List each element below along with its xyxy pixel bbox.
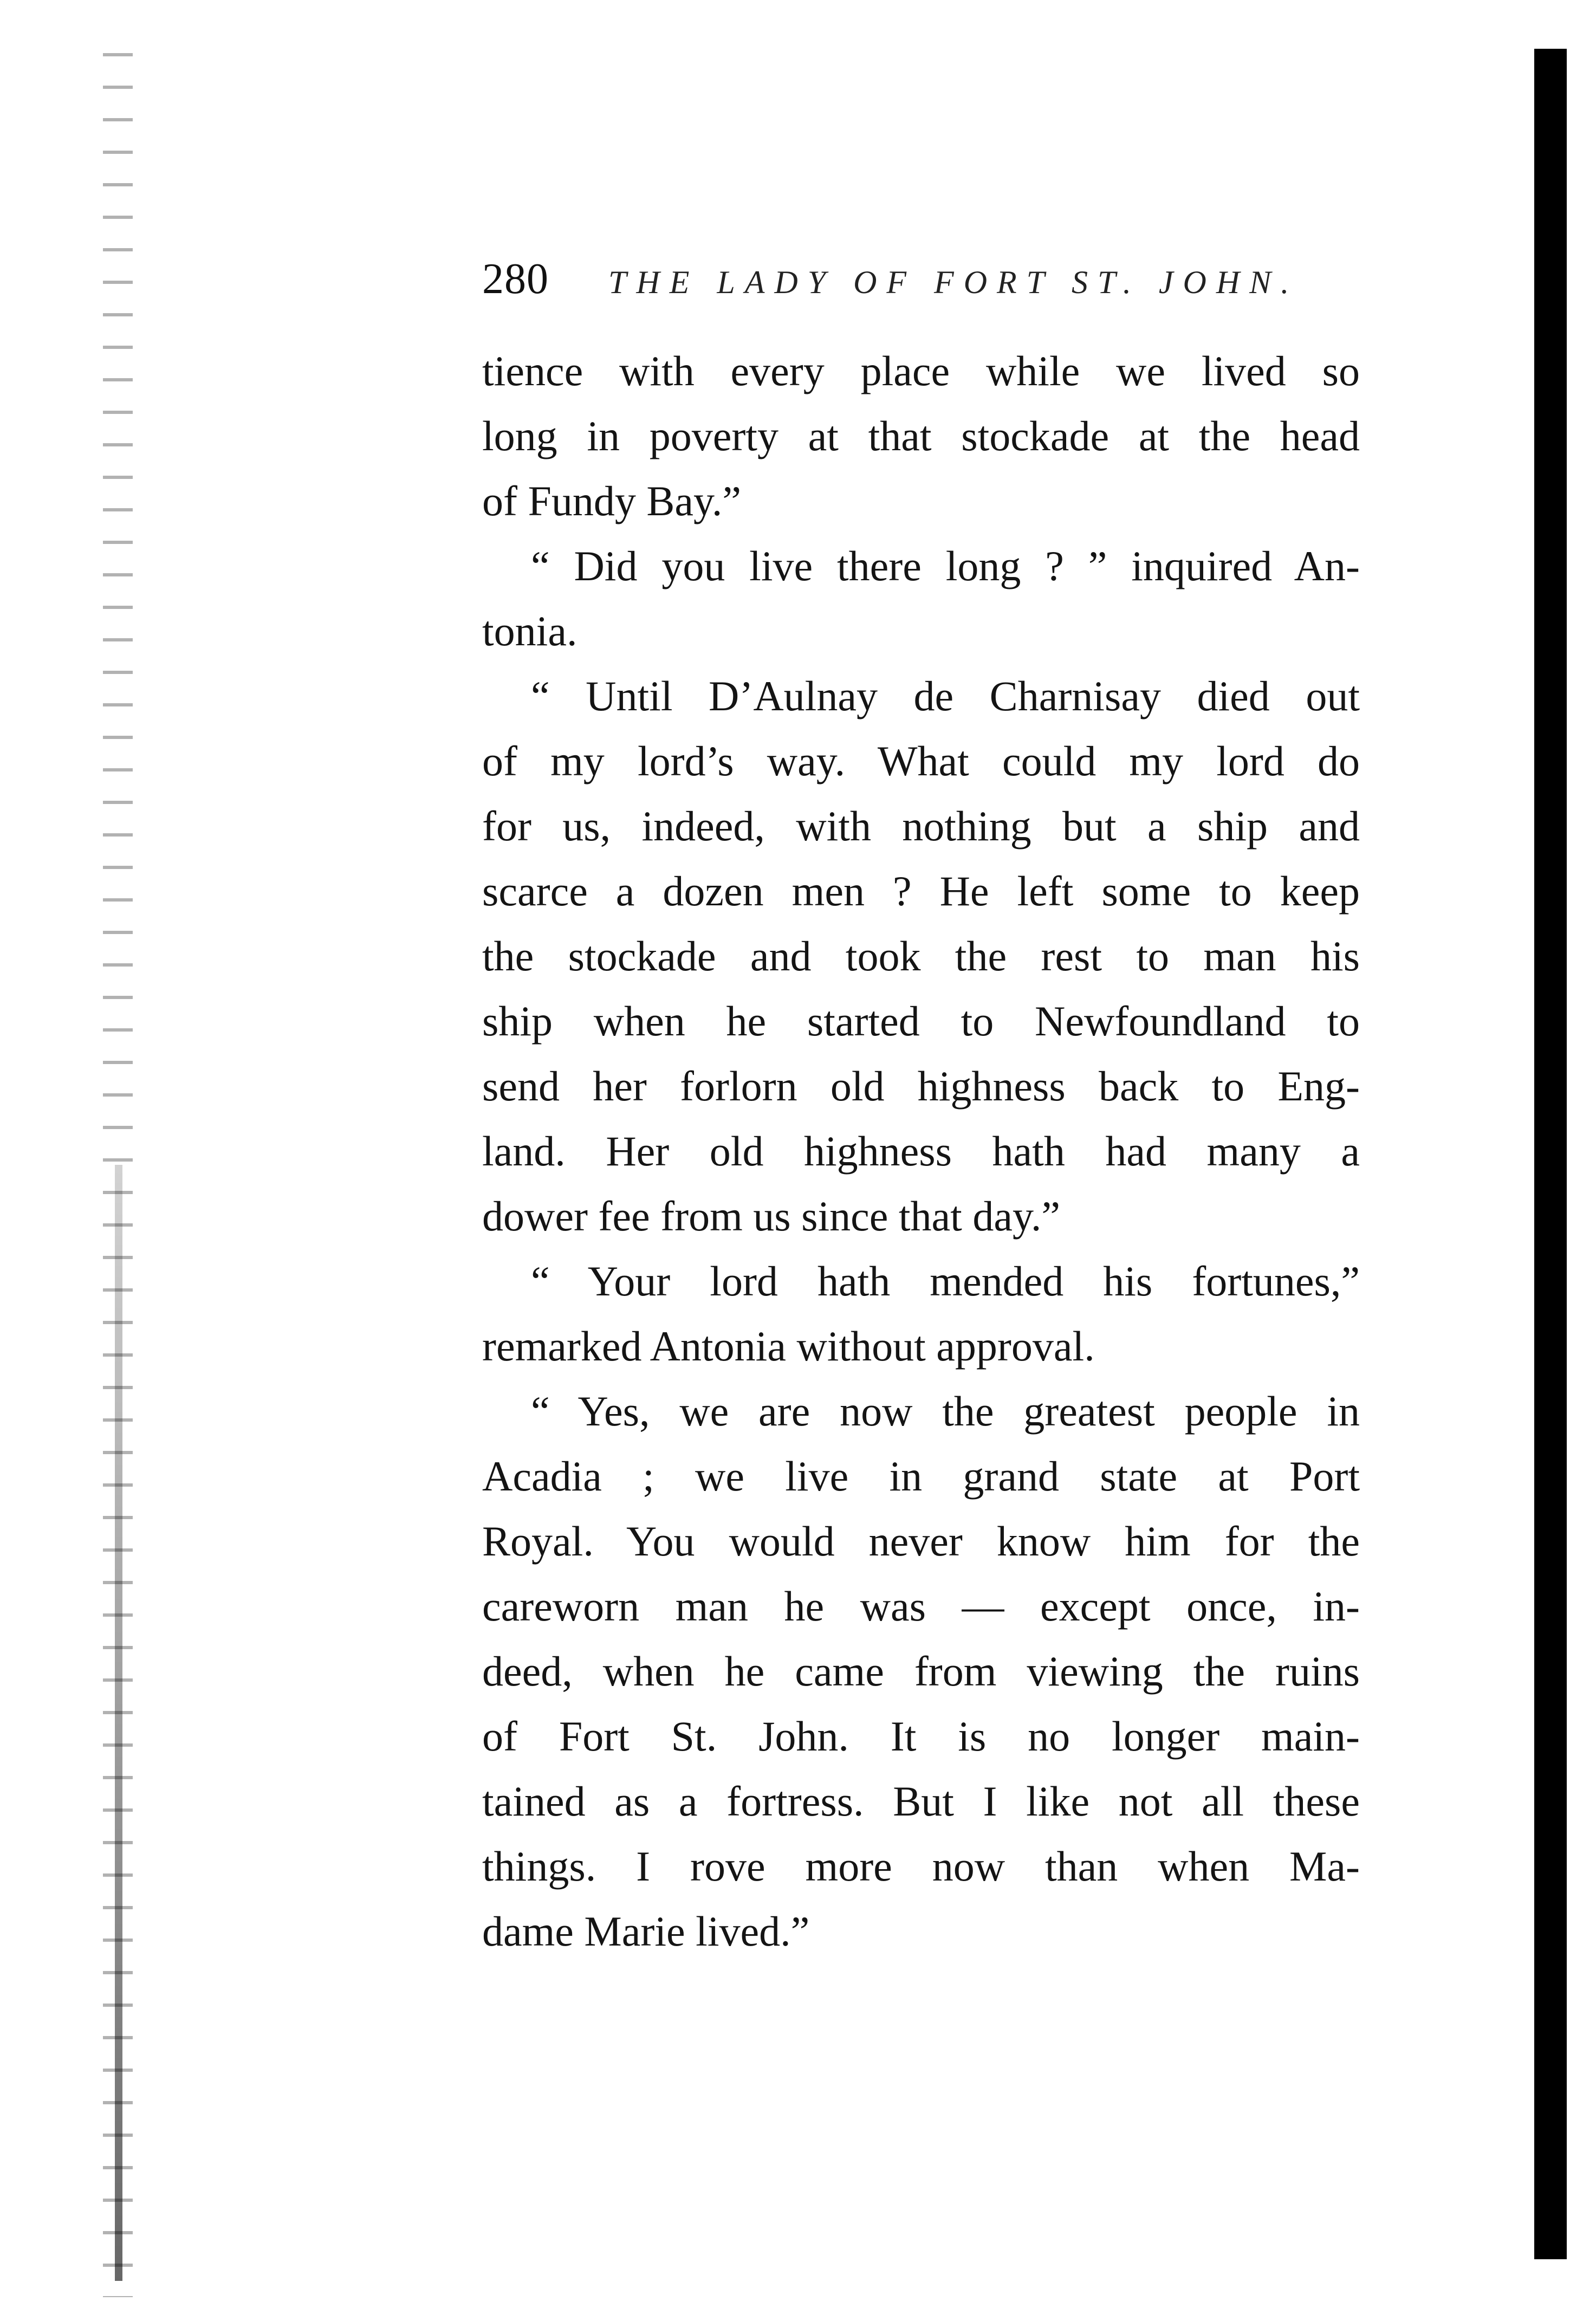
text-line: Acadia ; we live in grand state at Port <box>482 1453 1360 1500</box>
text-line: dower fee from us since that day.” <box>482 1192 1061 1240</box>
scan-edge-bar <box>1534 49 1567 2259</box>
running-title: THE LADY OF FORT ST. JOHN. <box>608 264 1299 300</box>
text-line: dame Marie lived.” <box>482 1908 810 1955</box>
text-line: deed, when he came from viewing the ruins <box>482 1648 1360 1695</box>
text-line: of Fort St. John. It is no longer main- <box>482 1713 1360 1760</box>
text-line: things. I rove more now than when Ma- <box>482 1843 1360 1890</box>
text-line: “ Until D’Aulnay de Charnisay died out <box>531 672 1360 719</box>
binding-edge-gutter <box>115 1165 122 2281</box>
text-line: tained as a fortress. But I like not all these <box>482 1778 1360 1825</box>
page-number: 280 <box>482 255 549 303</box>
text-line: tonia. <box>482 607 578 654</box>
body-text <box>482 339 1360 1964</box>
text-line: land. Her old highness hath had many a <box>482 1127 1360 1175</box>
text-line: of Fundy Bay.” <box>482 477 742 524</box>
text-line: for us, indeed, with nothing but a ship and <box>482 802 1360 850</box>
text-line: Royal. You would never know him for the <box>482 1518 1360 1565</box>
text-line: ship when he started to Newfoundland to <box>482 997 1360 1045</box>
text-line: send her forlorn old highness back to Eng- <box>482 1062 1360 1110</box>
text-line: long in poverty at that stockade at the head <box>482 412 1360 459</box>
text-line: of my lord’s way. What could my lord do <box>482 737 1360 785</box>
text-line: tience with every place while we lived so <box>482 347 1360 394</box>
text-line: “ Yes, we are now the greatest people in <box>531 1388 1360 1435</box>
text-line: “ Did you live there long ? ” inquired An- <box>531 542 1360 589</box>
text-line: the stockade and took the rest to man his <box>482 932 1360 980</box>
text-line: “ Your lord hath mended his fortunes,” <box>531 1257 1360 1305</box>
text-line: scarce a dozen men ? He left some to keep <box>482 867 1360 915</box>
text-line: careworn man he was — except once, in- <box>482 1583 1360 1630</box>
text-line: remarked Antonia without approval. <box>482 1322 1095 1370</box>
page-header <box>482 255 1403 320</box>
